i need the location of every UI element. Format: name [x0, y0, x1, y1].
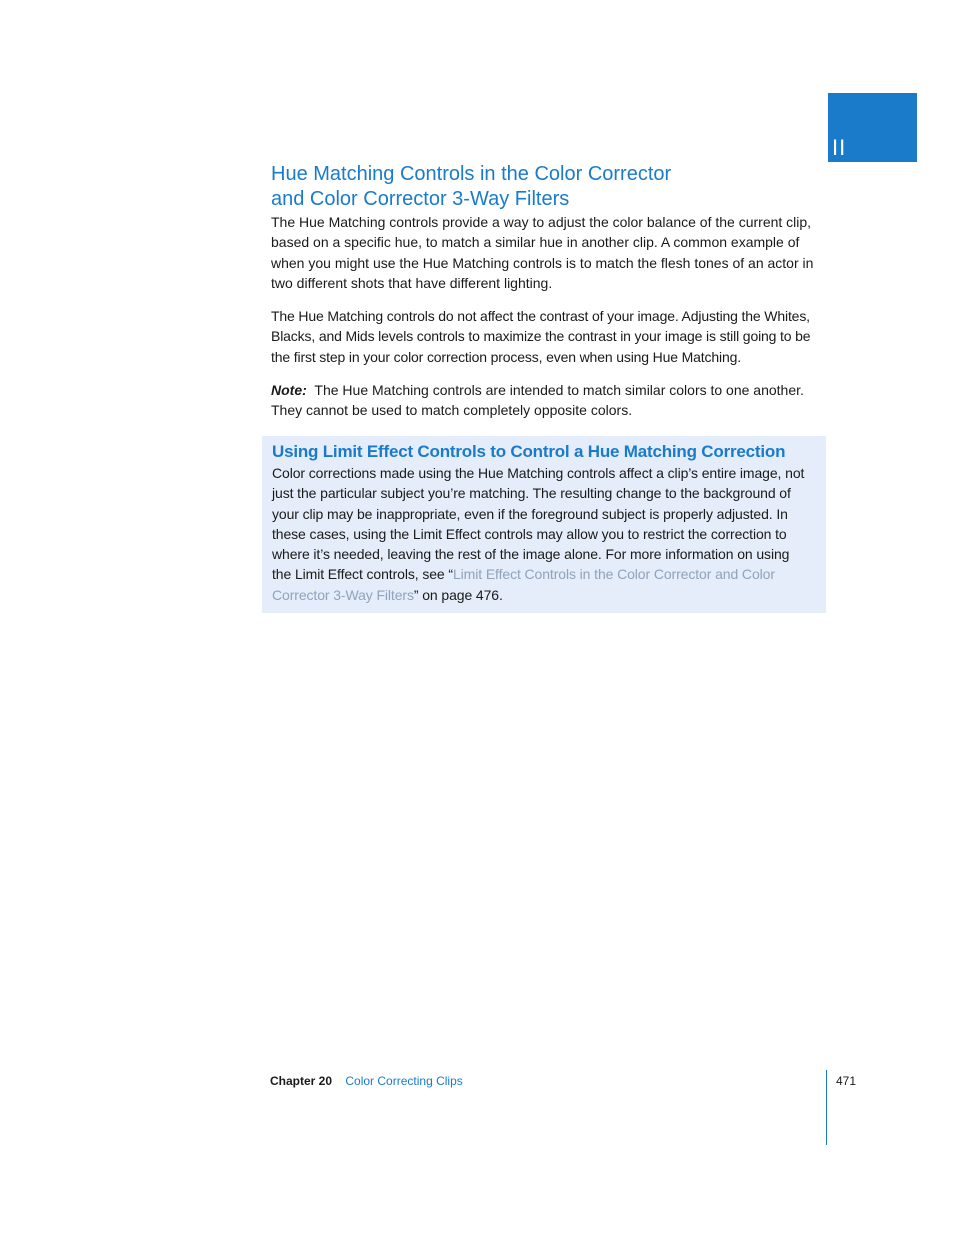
- note-text: The Hue Matching controls are intended to match similar colors to one another. They cannot be used to match completely opposite colors.: [271, 382, 804, 419]
- chapter-title-link[interactable]: Color Correcting Clips: [345, 1074, 463, 1088]
- section-heading-line1: Hue Matching Controls in the Color Corrector: [271, 163, 672, 185]
- sidebar-callout: [262, 436, 826, 613]
- page-footer: [270, 1073, 463, 1089]
- callout-paragraph: [272, 463, 812, 605]
- callout-heading: Using Limit Effect Controls to Control a Hue Matching Correction: [272, 442, 786, 461]
- section-heading-line2: and Color Corrector 3-Way Filters: [271, 188, 570, 210]
- section-heading: [271, 162, 824, 212]
- body-paragraph-1: The Hue Matching controls provide a way to adjust the color balance of the current clip, based on a specific hue, to match a similar hue in another clip. A common example of when you might use the Hue Matching controls is to match the flesh tones of an actor in two different shots that have different lighting.: [271, 214, 814, 291]
- callout-text: Color corrections made using the Hue Matching controls affect a clip’s entire image, not just the particular subject you’re matching. The resulting change to the background of your clip may be inappropriate, even if the foreground subject is properly adjusted. In these cases, using the Limit Effect controls may allow you to restrict the correction to where it’s needed, leaving the rest of the image alone. For more information on using the Limit Effect controls, see “: [272, 465, 805, 583]
- page-number: 471: [836, 1074, 857, 1088]
- note-label: Note:: [271, 382, 307, 399]
- callout-text-end: ” on page 476.: [413, 586, 503, 603]
- part-number: II: [832, 135, 847, 160]
- part-tab: [828, 93, 917, 162]
- note-paragraph: [271, 380, 824, 421]
- body-paragraph-2: The Hue Matching controls do not affect the contrast of your image. Adjusting the Whites, Blacks, and Mids levels controls to maximize the contrast in your image is still going to be the first step in your color correction process, even when using Hue Matching.: [271, 308, 811, 365]
- main-content: [271, 162, 824, 421]
- footer-divider: [826, 1070, 827, 1145]
- cross-reference-link[interactable]: Limit Effect Controls in the Color Corrector and Color Corrector 3-Way Filters: [272, 566, 775, 603]
- chapter-label: Chapter 20: [270, 1074, 333, 1088]
